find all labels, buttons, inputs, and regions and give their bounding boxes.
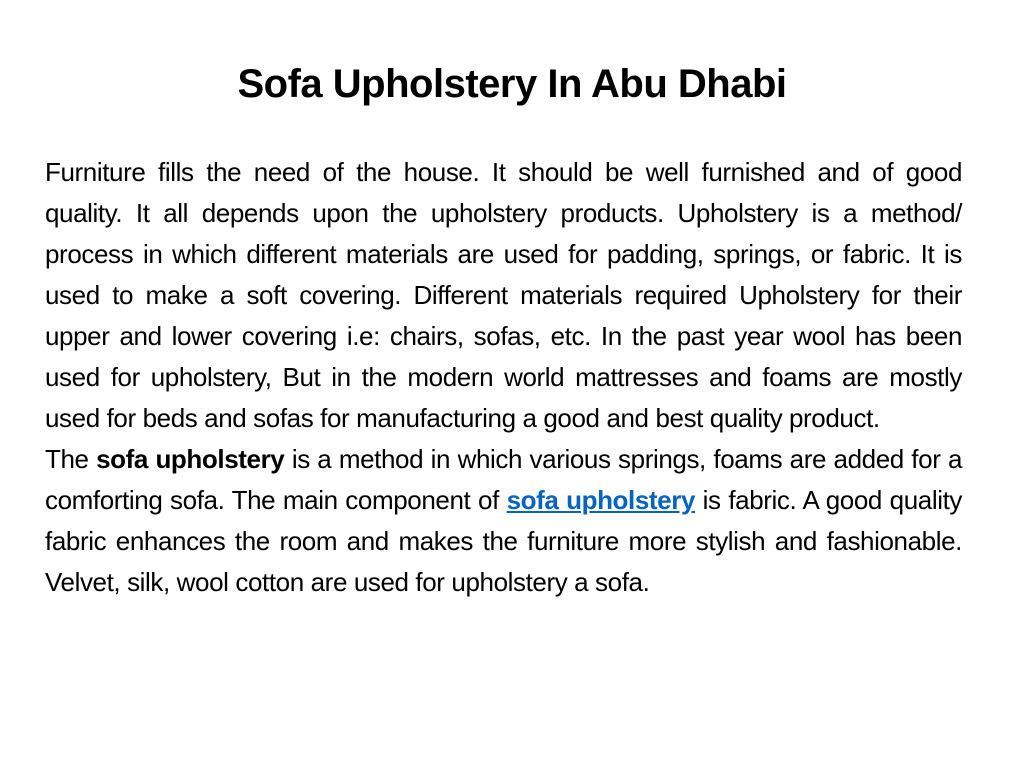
sofa-upholstery-link[interactable]: sofa upholstery (506, 485, 696, 515)
paragraph-text-part2: is a method in which various springs, foams are added for a comforting sofa. The main component of (45, 444, 962, 515)
paragraph-text-part1: The (45, 444, 97, 474)
paragraph-sofa-upholstery (45, 439, 962, 603)
slide-body (45, 152, 962, 603)
bold-term-sofa-upholstery: sofa upholstery (96, 444, 285, 474)
paragraph-intro: Furniture fills the need of the house. It should be well furnished and of good quality. It all depends upon the upholstery products. Upholstery is a method/ process in which different materials are used for padding, springs, or fabric. It is used to make a soft covering. Different materials required Upholstery for their upper and lower covering i.e: chairs, sofas, etc. In the past year wool has been used for upholstery, But in the modern world mattresses and foams are mostly used for beds and sofas for manufacturing a good and best quality product. (45, 157, 962, 433)
paragraph-text-part3: is fabric. A good quality fabric enhances the room and makes the furniture more stylish and fashionable. Velvet, silk, wool cotton are used for upholstery a sofa. (45, 485, 962, 597)
slide-title: Sofa Upholstery In Abu Dhabi (237, 62, 787, 106)
